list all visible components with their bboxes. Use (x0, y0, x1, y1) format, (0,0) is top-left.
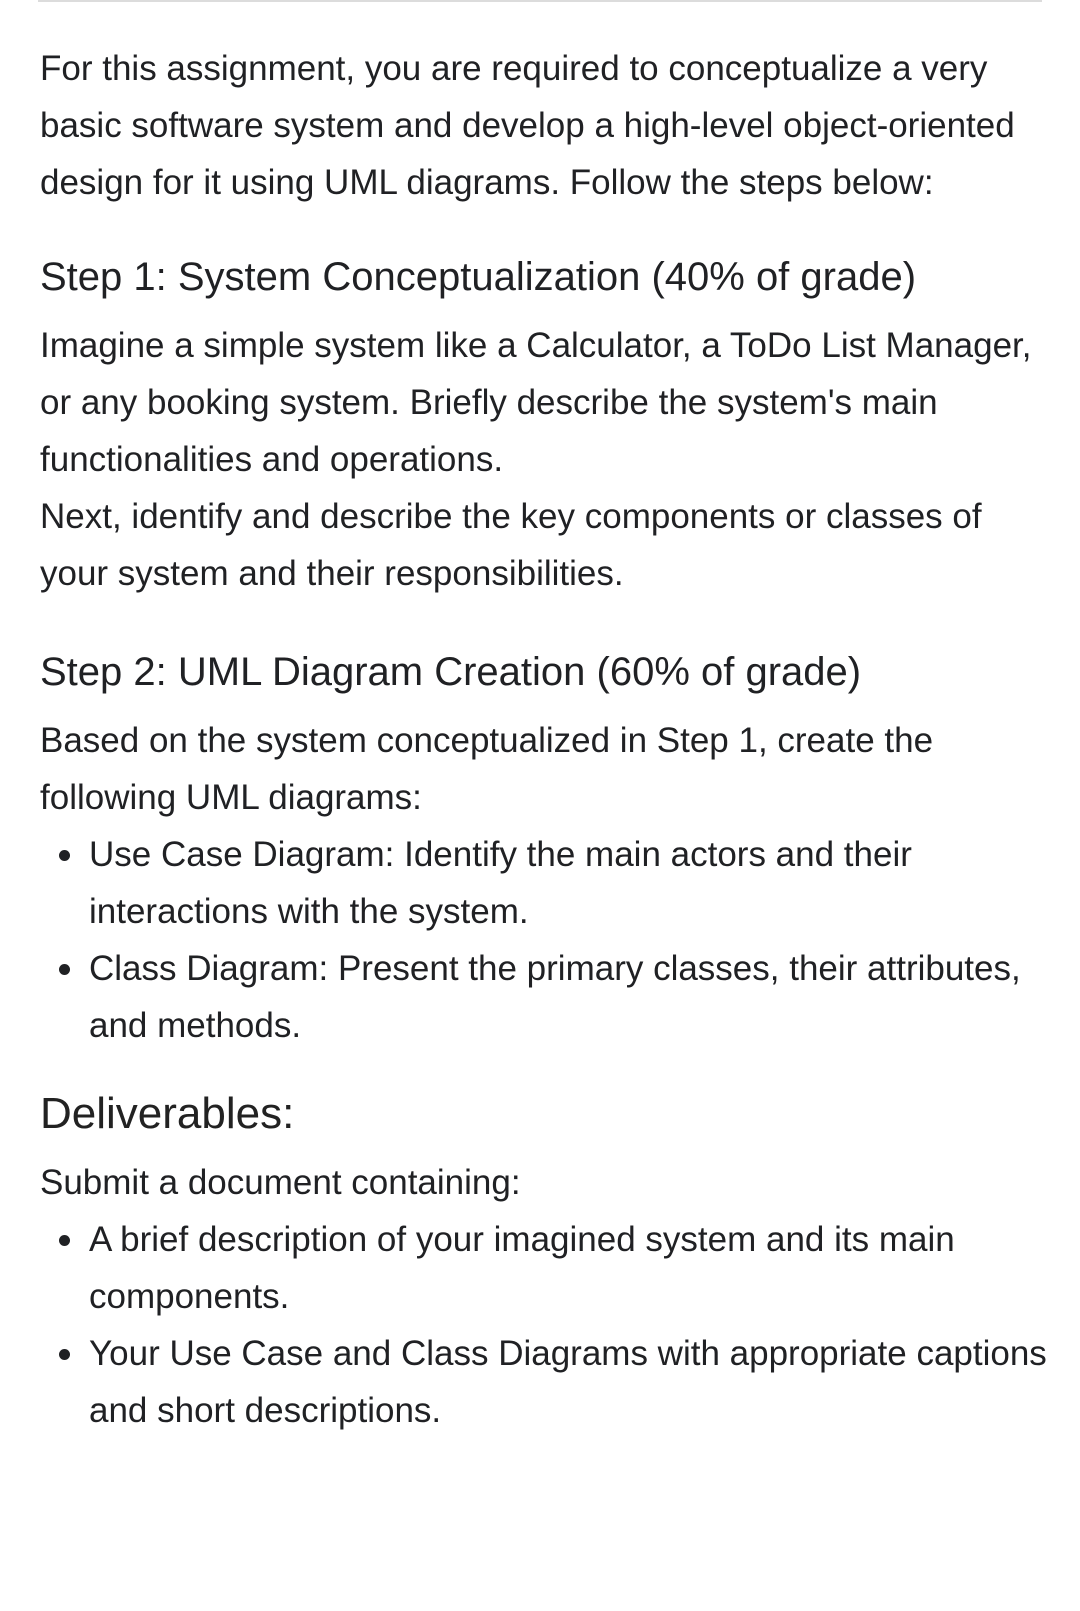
bullet-icon (59, 1349, 70, 1360)
step1-paragraph-2: Next, identify and describe the key components or classes of your system and their responsibilities. (40, 497, 982, 593)
deliverables-bullet-list (40, 1211, 1050, 1439)
deliverables-section (40, 1084, 1050, 1439)
list-item (40, 1325, 1050, 1439)
bullet-icon (59, 964, 70, 975)
step2-heading: Step 2: UML Diagram Creation (60% of grade) (40, 650, 862, 694)
assignment-document (40, 40, 1050, 1439)
step1-paragraph-1: Imagine a simple system like a Calculator, a ToDo List Manager, or any booking system. Briefly describe the system's main functionalities and operations. (40, 326, 1032, 479)
step2-bullet-list (40, 826, 1050, 1054)
step1-body (40, 317, 1050, 602)
list-item (40, 826, 1050, 940)
step2-section (40, 644, 1050, 1054)
step2-intro: Based on the system conceptualized in Step 1, create the following UML diagrams: (40, 721, 934, 817)
list-item-text: A brief description of your imagined system and its main components. (89, 1220, 955, 1316)
bullet-icon (59, 850, 70, 861)
deliverables-heading: Deliverables: (40, 1089, 295, 1138)
intro-paragraph: For this assignment, you are required to conceptualize a very basic software system and develop a high-level object-oriented design for it using UML diagrams. Follow the steps below: (40, 49, 1015, 202)
deliverables-intro: Submit a document containing: (40, 1163, 521, 1202)
bullet-icon (59, 1235, 70, 1246)
step1-heading: Step 1: System Conceptualization (40% of grade) (40, 255, 917, 299)
list-item (40, 1211, 1050, 1325)
step1-section (40, 249, 1050, 602)
list-item-text: Your Use Case and Class Diagrams with appropriate captions and short descriptions. (89, 1334, 1047, 1430)
list-item (40, 940, 1050, 1054)
list-item-text: Use Case Diagram: Identify the main actors and their interactions with the system. (89, 835, 912, 931)
list-item-text: Class Diagram: Present the primary classes, their attributes, and methods. (89, 949, 1021, 1045)
top-divider (38, 0, 1042, 2)
